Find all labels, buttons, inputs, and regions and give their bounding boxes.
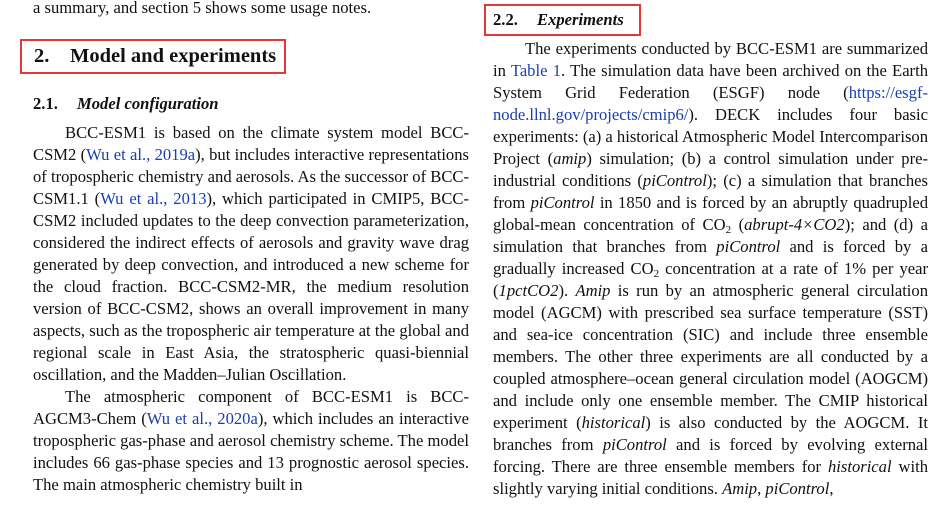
experiment-name: abrupt-4×CO2 [744,215,845,234]
experiment-name: historical [581,413,646,432]
previous-paragraph-fragment: a summary, and section 5 shows some usage notes. [33,0,372,17]
paragraph-atmospheric-component [33,386,469,496]
text-run: ). [558,281,576,300]
citation-link[interactable]: Wu et al., 2013 [100,189,207,208]
text-run: BCC-ESM1 is based on the climate system model BCC-CSM2 ( [33,123,469,164]
text-run: ). DECK includes four basic experiments: (a) a historical Atmospheric Model Intercomparison Project ( [493,105,928,168]
citation-link[interactable]: Wu et al., 2019a [86,145,196,164]
text-run: , [829,479,834,498]
experiment-name: piControl [716,237,781,256]
text-run: concentration at a rate of 1% per year ( [493,259,928,300]
text-run: with slightly varying initial conditions. [493,457,928,498]
text-run: is run by an atmospheric general circulation model (AGCM) with prescribed sea surface temperature (SST) and sea-ice concentration (SIC) and include three ensemble members. The other three experiments are all conducted by a coupled atmosphere–ocean general circulation model (AOGCM) and include only one ensemble member. The CMIP historical experiment ( [493,281,929,432]
text-run: The experiments conducted by BCC-ESM1 are summarized in [493,39,928,80]
text-run: and is forced by a gradually increased CO [493,237,928,278]
subsection-heading-experiments [484,4,641,36]
text-run: ); (c) a simulation that branches from [493,171,928,212]
table-link[interactable]: Table 1 [510,61,561,80]
experiment-name: amip [553,149,587,168]
section-title: Model and experiments [70,45,277,67]
text-run: ) simulation; (b) a control simulation under pre-industrial conditions ( [493,149,928,190]
experiment-name: piControl [602,435,667,454]
experiment-name: Amip [722,479,758,498]
experiment-name: piControl [530,193,595,212]
text-run: ( [731,215,745,234]
subsection-number: 2.2. [493,10,518,29]
subsection-heading-model-configuration [33,93,219,115]
experiment-name: piControl [765,479,830,498]
text-run: in 1850 and is forced by an abruptly quadrupled global-mean concentration of CO [493,193,928,234]
right-column-text [493,38,928,500]
experiment-name: piControl [642,171,707,190]
text-run: and is forced by evolving external forcing. There are three ensemble members for [493,435,928,476]
section-number: 2. [34,45,50,67]
text-run: ) is also conducted by the AOGCM. It branches from [493,413,928,454]
text-run: , [757,479,766,498]
experiment-name: 1pctCO2 [498,281,559,300]
text-run: ), but includes interactive representations of tropospheric chemistry and aerosols. As the successor of BCC-CSM1.1 ( [33,145,469,208]
text-run: ); and (d) a simulation that branches from [493,215,928,256]
text-run: ), which participated in CMIP5, BCC-CSM2 included updates to the deep convection parameterization, considered the indirect effects of aerosols and gravity wave drag generated by deep convection, and introduced a new scheme for the cloud fraction. BCC-CSM2-MR, the medium resolution version of BCC-CSM2, shows an overall improvement in many aspects, such as the tropospheric air temperature at the global and regional scale in East Asia, the stratospheric quasi-biennial oscillation, and the Madden–Julian Oscillation. [33,189,469,384]
subsection-number: 2.1. [33,94,58,113]
subsection-title: Model configuration [77,94,219,113]
text-run: The atmospheric component of BCC-ESM1 is BCC-AGCM3-Chem ( [33,387,469,428]
experiment-name: historical [827,457,892,476]
left-column-text [33,122,469,496]
text-run: ), which includes an interactive tropospheric gas-phase and aerosol chemistry scheme. The model includes 66 gas-phase species and 13 prognostic aerosol species. The main atmospheric chemistry built in [33,409,469,494]
paragraph-experiments [493,38,928,500]
subsection-title: Experiments [537,10,624,29]
text-run: . The simulation data have been archived on the Earth System Grid Federation (ESGF) node ( [493,61,928,102]
url-link[interactable]: https://esgf-node.llnl.gov/projects/cmip6/ [493,83,928,124]
subscript: 2 [725,224,732,236]
citation-link[interactable]: Wu et al., 2020a [146,409,258,428]
section-heading [20,39,286,74]
subscript: 2 [653,268,660,280]
experiment-name: Amip [575,281,611,300]
paragraph-model-configuration [33,122,469,386]
